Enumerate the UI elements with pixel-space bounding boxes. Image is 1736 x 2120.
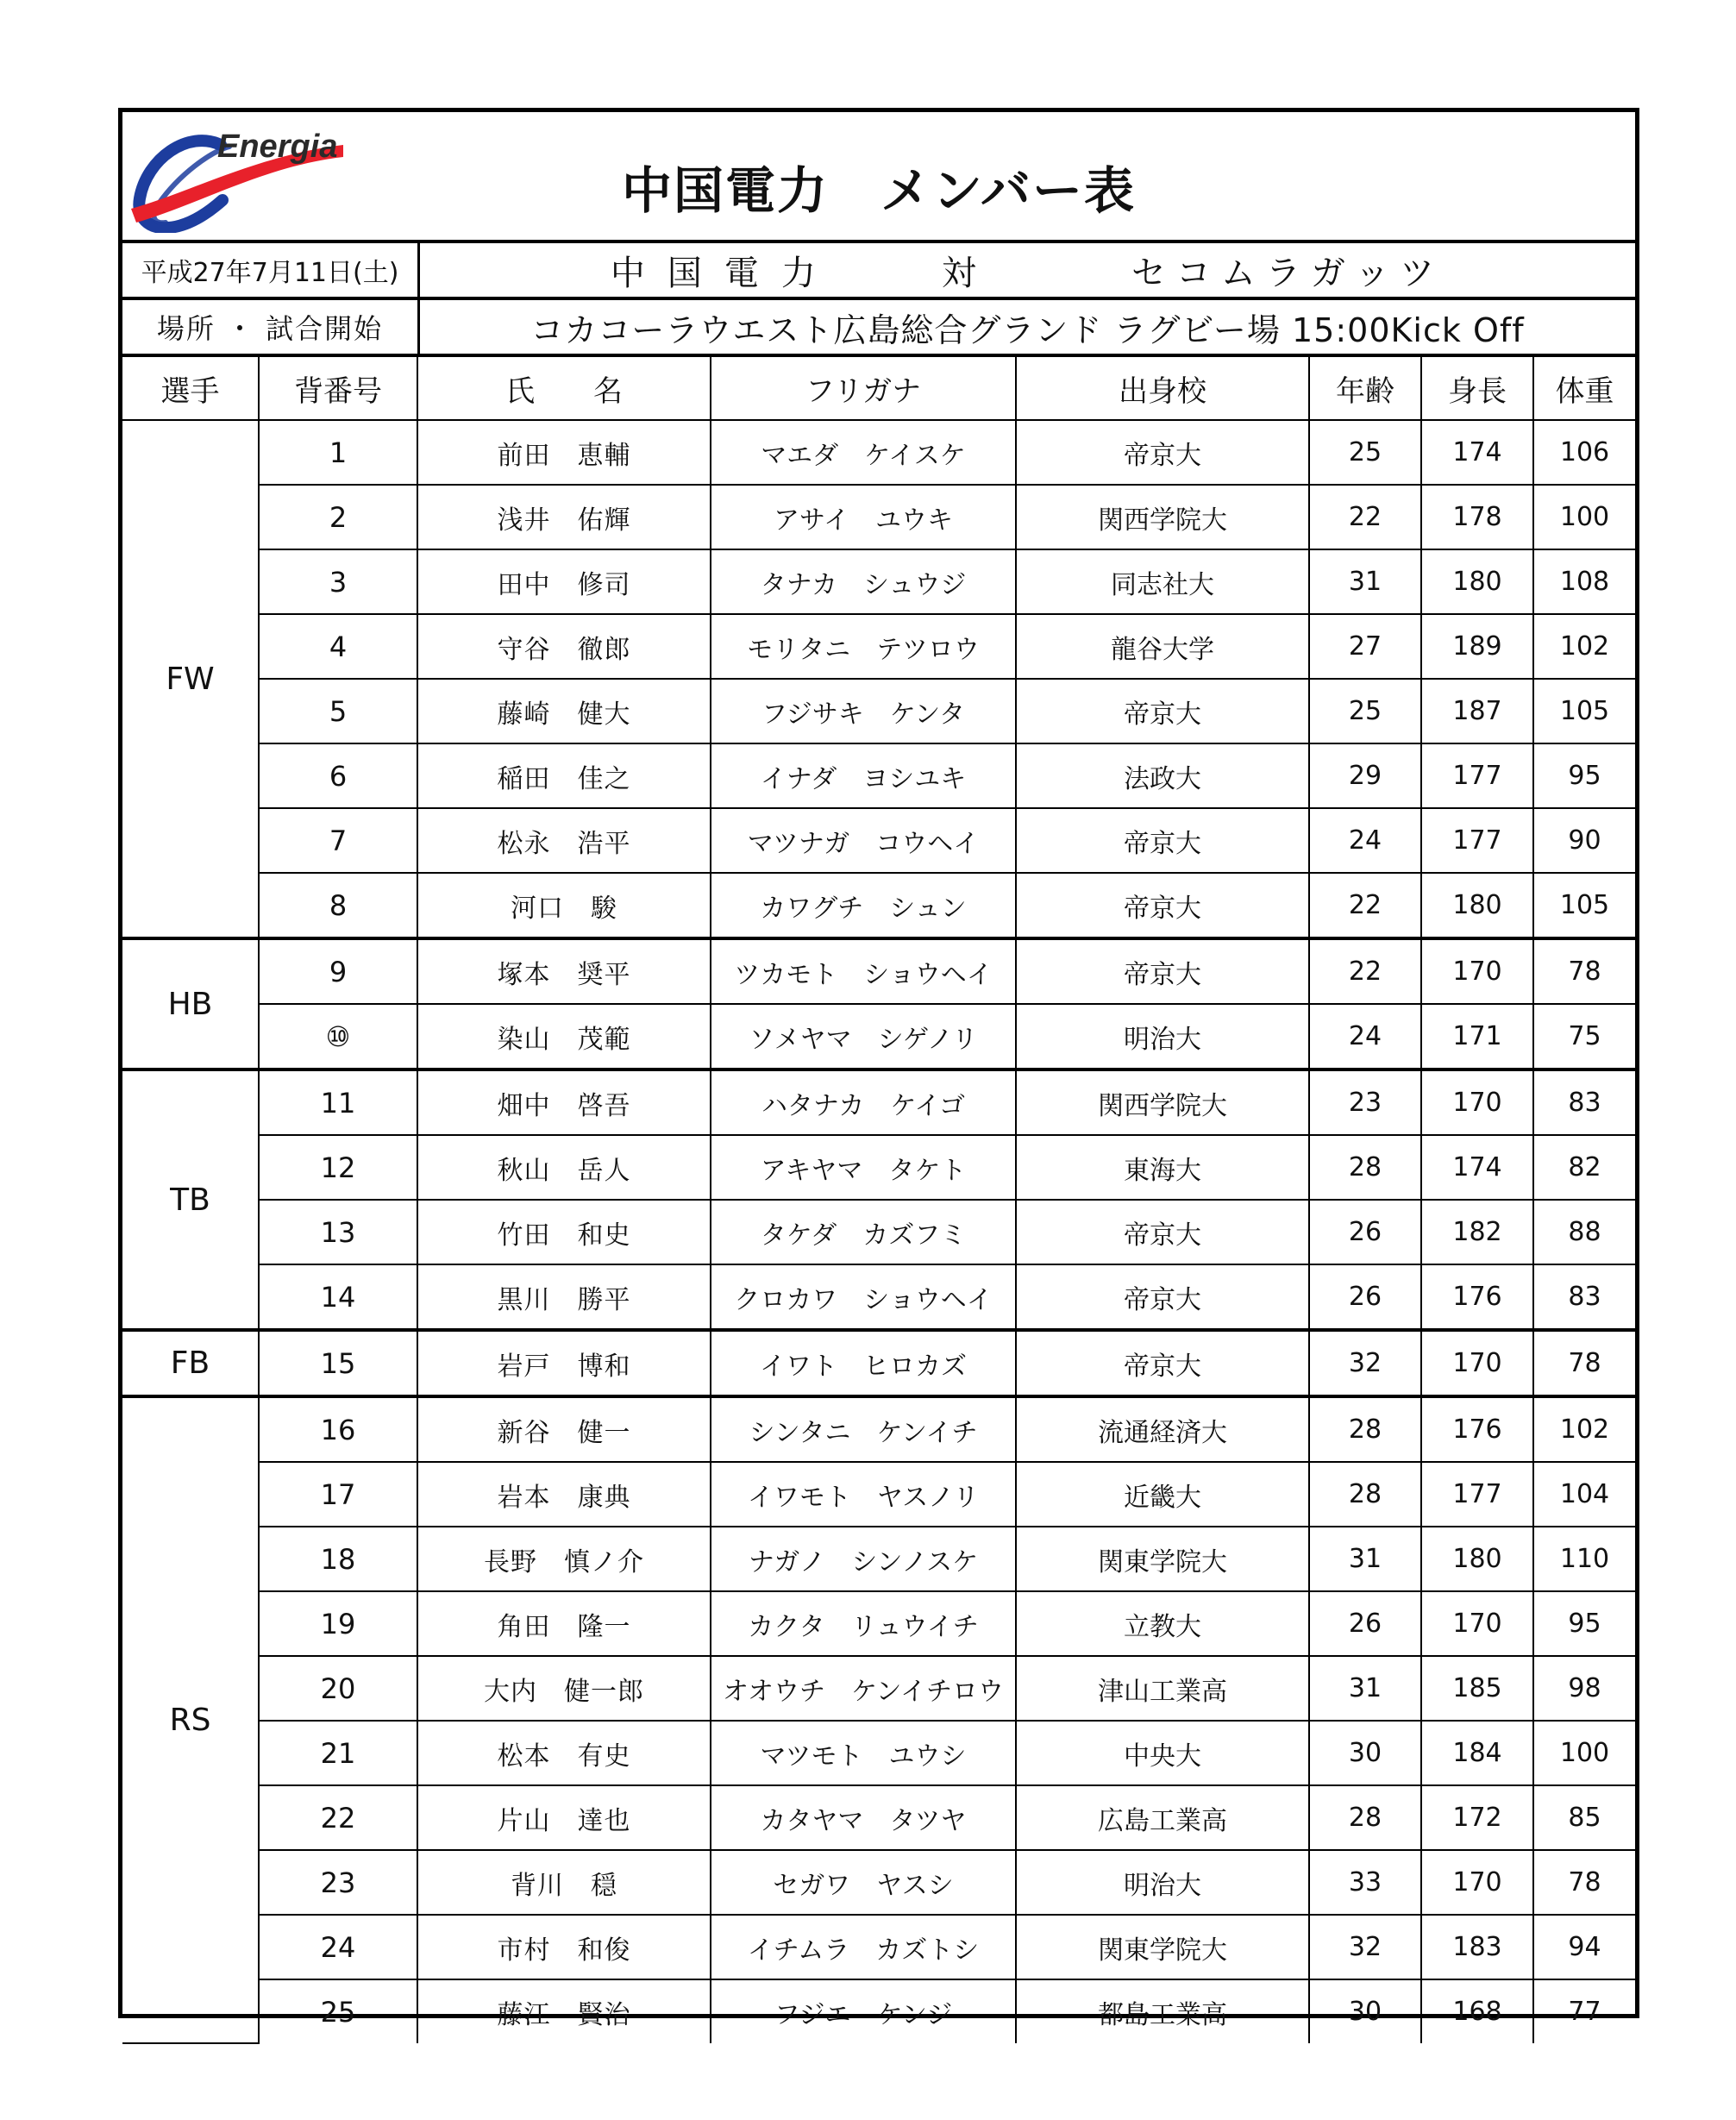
table-row (122, 1330, 1635, 1396)
player-age: 24 (1309, 1004, 1421, 1069)
player-kana: マツモト ユウシ (711, 1721, 1016, 1785)
player-school: 流通経済大 (1016, 1396, 1309, 1462)
player-kana: カワグチ シュン (711, 873, 1016, 938)
player-school: 帝京大 (1016, 1200, 1309, 1264)
player-weight: 100 (1533, 485, 1635, 549)
player-name: 守谷 徹郎 (417, 614, 711, 679)
venue-label: 場所 ・ 試合開始 (122, 300, 420, 354)
table-row (122, 1785, 1635, 1850)
player-height: 176 (1421, 1264, 1533, 1330)
player-kana: フジエ ケンジ (711, 1979, 1016, 2043)
player-age: 32 (1309, 1330, 1421, 1396)
home-team: 中国電力 (610, 253, 838, 293)
table-row (122, 1656, 1635, 1721)
player-weight: 105 (1533, 873, 1635, 938)
table-row (122, 1979, 1635, 2043)
player-height: 184 (1421, 1721, 1533, 1785)
player-age: 26 (1309, 1200, 1421, 1264)
player-kana: マツナガ コウヘイ (711, 808, 1016, 873)
player-age: 28 (1309, 1785, 1421, 1850)
player-weight: 83 (1533, 1069, 1635, 1135)
player-school: 津山工業高 (1016, 1656, 1309, 1721)
table-row (122, 873, 1635, 938)
position-group-tb: TB (122, 1069, 259, 1330)
player-name: 畑中 啓吾 (417, 1069, 711, 1135)
player-school: 帝京大 (1016, 1264, 1309, 1330)
player-name: 黒川 勝平 (417, 1264, 711, 1330)
player-number: 11 (259, 1069, 417, 1135)
player-school: 広島工業高 (1016, 1785, 1309, 1850)
player-age: 30 (1309, 1979, 1421, 2043)
column-header-row (122, 357, 1635, 420)
player-kana: セガワ ヤスシ (711, 1850, 1016, 1915)
player-kana: ツカモト ショウヘイ (711, 938, 1016, 1004)
col-header-name: 氏 名 (417, 357, 711, 420)
player-height: 189 (1421, 614, 1533, 679)
player-school: 関西学院大 (1016, 485, 1309, 549)
player-weight: 108 (1533, 549, 1635, 614)
player-number: 18 (259, 1527, 417, 1591)
venue-row (122, 300, 1635, 357)
player-kana: フジサキ ケンタ (711, 679, 1016, 743)
position-group-fw: FW (122, 420, 259, 938)
player-weight: 78 (1533, 1850, 1635, 1915)
player-age: 29 (1309, 743, 1421, 808)
player-school: 関西学院大 (1016, 1069, 1309, 1135)
position-group-rs: RS (122, 1396, 259, 2043)
player-number: 6 (259, 743, 417, 808)
player-height: 177 (1421, 1462, 1533, 1527)
player-name: 田中 修司 (417, 549, 711, 614)
player-age: 23 (1309, 1069, 1421, 1135)
player-school: 龍谷大学 (1016, 614, 1309, 679)
player-height: 174 (1421, 1135, 1533, 1200)
player-school: 帝京大 (1016, 420, 1309, 485)
player-number: 13 (259, 1200, 417, 1264)
player-school: 明治大 (1016, 1850, 1309, 1915)
player-number: 4 (259, 614, 417, 679)
player-number: 16 (259, 1396, 417, 1462)
player-weight: 77 (1533, 1979, 1635, 2043)
player-name: 藤崎 健大 (417, 679, 711, 743)
player-number: 2 (259, 485, 417, 549)
player-weight: 90 (1533, 808, 1635, 873)
player-kana: シンタニ ケンイチ (711, 1396, 1016, 1462)
player-age: 28 (1309, 1396, 1421, 1462)
col-header-height: 身長 (1421, 357, 1533, 420)
table-row (122, 420, 1635, 485)
player-kana: モリタニ テツロウ (711, 614, 1016, 679)
player-age: 28 (1309, 1462, 1421, 1527)
player-number: 8 (259, 873, 417, 938)
table-row (122, 1591, 1635, 1656)
player-school: 帝京大 (1016, 873, 1309, 938)
table-row (122, 1264, 1635, 1330)
player-age: 26 (1309, 1591, 1421, 1656)
player-name: 藤江 賢治 (417, 1979, 711, 2043)
player-name: 片山 達也 (417, 1785, 711, 1850)
player-weight: 83 (1533, 1264, 1635, 1330)
table-row (122, 485, 1635, 549)
player-age: 22 (1309, 873, 1421, 938)
table-row (122, 1135, 1635, 1200)
player-kana: ソメヤマ シゲノリ (711, 1004, 1016, 1069)
player-school: 同志社大 (1016, 549, 1309, 614)
player-kana: ナガノ シンノスケ (711, 1527, 1016, 1591)
player-kana: オオウチ ケンイチロウ (711, 1656, 1016, 1721)
player-number: 1 (259, 420, 417, 485)
player-weight: 88 (1533, 1200, 1635, 1264)
player-school: 東海大 (1016, 1135, 1309, 1200)
player-kana: アキヤマ タケト (711, 1135, 1016, 1200)
logo-text: Energia (217, 129, 338, 165)
player-height: 170 (1421, 1330, 1533, 1396)
table-row (122, 1200, 1635, 1264)
player-height: 174 (1421, 420, 1533, 485)
player-school: 中央大 (1016, 1721, 1309, 1785)
player-age: 33 (1309, 1850, 1421, 1915)
roster-table (122, 357, 1635, 2044)
player-kana: イチムラ カズトシ (711, 1915, 1016, 1979)
table-row (122, 743, 1635, 808)
player-kana: イワト ヒロカズ (711, 1330, 1016, 1396)
player-name: 角田 隆一 (417, 1591, 711, 1656)
position-group-fb: FB (122, 1330, 259, 1396)
player-number: 5 (259, 679, 417, 743)
roster-table-wrapper (122, 357, 1635, 2044)
table-row (122, 549, 1635, 614)
player-number: 14 (259, 1264, 417, 1330)
table-row (122, 938, 1635, 1004)
player-height: 176 (1421, 1396, 1533, 1462)
player-age: 28 (1309, 1135, 1421, 1200)
player-weight: 106 (1533, 420, 1635, 485)
player-kana: タナカ シュウジ (711, 549, 1016, 614)
player-height: 182 (1421, 1200, 1533, 1264)
player-weight: 110 (1533, 1527, 1635, 1591)
player-height: 171 (1421, 1004, 1533, 1069)
table-row (122, 1396, 1635, 1462)
player-kana: カタヤマ タツヤ (711, 1785, 1016, 1850)
player-number: 19 (259, 1591, 417, 1656)
player-number: 17 (259, 1462, 417, 1527)
away-team: セコムラガッツ (1131, 253, 1445, 293)
player-weight: 95 (1533, 743, 1635, 808)
player-school: 帝京大 (1016, 1330, 1309, 1396)
player-kana: クロカワ ショウヘイ (711, 1264, 1016, 1330)
player-height: 183 (1421, 1915, 1533, 1979)
col-header-school: 出身校 (1016, 357, 1309, 420)
player-name: 新谷 健一 (417, 1396, 711, 1462)
player-school: 都島工業高 (1016, 1979, 1309, 2043)
col-header-age: 年齢 (1309, 357, 1421, 420)
table-row (122, 1850, 1635, 1915)
table-row (122, 1004, 1635, 1069)
player-height: 178 (1421, 485, 1533, 549)
player-height: 180 (1421, 1527, 1533, 1591)
player-weight: 104 (1533, 1462, 1635, 1527)
col-header-position: 選手 (122, 357, 259, 420)
player-age: 25 (1309, 679, 1421, 743)
player-name: 浅井 佑輝 (417, 485, 711, 549)
player-height: 177 (1421, 743, 1533, 808)
player-weight: 95 (1533, 1591, 1635, 1656)
player-name: 松本 有史 (417, 1721, 711, 1785)
player-height: 170 (1421, 938, 1533, 1004)
player-height: 170 (1421, 1850, 1533, 1915)
player-weight: 98 (1533, 1656, 1635, 1721)
player-age: 31 (1309, 1527, 1421, 1591)
player-age: 30 (1309, 1721, 1421, 1785)
player-height: 180 (1421, 549, 1533, 614)
player-weight: 82 (1533, 1135, 1635, 1200)
player-school: 関東学院大 (1016, 1527, 1309, 1591)
position-group-hb: HB (122, 938, 259, 1069)
player-kana: タケダ カズフミ (711, 1200, 1016, 1264)
player-number: ⑩ (259, 1004, 417, 1069)
player-name: 染山 茂範 (417, 1004, 711, 1069)
player-number: 25 (259, 1979, 417, 2043)
player-name: 稲田 佳之 (417, 743, 711, 808)
player-name: 大内 健一郎 (417, 1656, 711, 1721)
page-title: 中国電力 メンバー表 (622, 161, 1136, 220)
player-kana: イナダ ヨシユキ (711, 743, 1016, 808)
player-height: 177 (1421, 808, 1533, 873)
player-height: 172 (1421, 1785, 1533, 1850)
player-kana: アサイ ユウキ (711, 485, 1016, 549)
player-school: 帝京大 (1016, 679, 1309, 743)
player-age: 27 (1309, 614, 1421, 679)
player-weight: 78 (1533, 938, 1635, 1004)
player-name: 塚本 奨平 (417, 938, 711, 1004)
player-name: 背川 穏 (417, 1850, 711, 1915)
player-age: 26 (1309, 1264, 1421, 1330)
match-date: 平成27年7月11日(土) (122, 243, 420, 297)
player-weight: 102 (1533, 614, 1635, 679)
table-row (122, 1721, 1635, 1785)
player-number: 23 (259, 1850, 417, 1915)
player-kana: マエダ ケイスケ (711, 420, 1016, 485)
table-row (122, 1915, 1635, 1979)
player-height: 170 (1421, 1591, 1533, 1656)
player-height: 168 (1421, 1979, 1533, 2043)
table-row (122, 1462, 1635, 1527)
matchup (420, 243, 1635, 297)
player-kana: カクタ リュウイチ (711, 1591, 1016, 1656)
player-school: 明治大 (1016, 1004, 1309, 1069)
player-name: 岩戸 博和 (417, 1330, 711, 1396)
player-number: 20 (259, 1656, 417, 1721)
player-age: 32 (1309, 1915, 1421, 1979)
player-height: 170 (1421, 1069, 1533, 1135)
member-sheet (118, 108, 1639, 2030)
table-row (122, 679, 1635, 743)
player-number: 9 (259, 938, 417, 1004)
player-number: 15 (259, 1330, 417, 1396)
player-name: 竹田 和史 (417, 1200, 711, 1264)
player-school: 立教大 (1016, 1591, 1309, 1656)
player-name: 松永 浩平 (417, 808, 711, 873)
player-kana: イワモト ヤスノリ (711, 1462, 1016, 1527)
player-weight: 105 (1533, 679, 1635, 743)
title-row (122, 112, 1635, 243)
player-height: 187 (1421, 679, 1533, 743)
player-age: 25 (1309, 420, 1421, 485)
player-weight: 102 (1533, 1396, 1635, 1462)
player-name: 秋山 岳人 (417, 1135, 711, 1200)
player-age: 22 (1309, 938, 1421, 1004)
player-height: 185 (1421, 1656, 1533, 1721)
player-age: 24 (1309, 808, 1421, 873)
player-kana: ハタナカ ケイゴ (711, 1069, 1016, 1135)
match-row (122, 243, 1635, 300)
table-row (122, 1527, 1635, 1591)
player-age: 22 (1309, 485, 1421, 549)
player-age: 31 (1309, 1656, 1421, 1721)
venue-and-kickoff: コカコーラウエスト広島総合グランド ラグビー場 15:00Kick Off (530, 310, 1525, 349)
player-name: 長野 慎ノ介 (417, 1527, 711, 1591)
player-number: 3 (259, 549, 417, 614)
player-school: 関東学院大 (1016, 1915, 1309, 1979)
player-number: 22 (259, 1785, 417, 1850)
table-row (122, 1069, 1635, 1135)
player-weight: 94 (1533, 1915, 1635, 1979)
player-number: 12 (259, 1135, 417, 1200)
player-weight: 75 (1533, 1004, 1635, 1069)
player-weight: 85 (1533, 1785, 1635, 1850)
player-school: 帝京大 (1016, 808, 1309, 873)
roster-body (122, 420, 1635, 2043)
versus-label: 対 (941, 253, 976, 293)
player-name: 岩本 康典 (417, 1462, 711, 1527)
col-header-weight: 体重 (1533, 357, 1635, 420)
player-school: 近畿大 (1016, 1462, 1309, 1527)
player-name: 河口 駿 (417, 873, 711, 938)
player-name: 前田 恵輔 (417, 420, 711, 485)
player-age: 31 (1309, 549, 1421, 614)
col-header-kana: フリガナ (711, 357, 1016, 420)
player-number: 21 (259, 1721, 417, 1785)
player-school: 帝京大 (1016, 938, 1309, 1004)
player-number: 7 (259, 808, 417, 873)
player-weight: 100 (1533, 1721, 1635, 1785)
player-number: 24 (259, 1915, 417, 1979)
player-height: 180 (1421, 873, 1533, 938)
col-header-number: 背番号 (259, 357, 417, 420)
table-row (122, 808, 1635, 873)
player-school: 法政大 (1016, 743, 1309, 808)
player-name: 市村 和俊 (417, 1915, 711, 1979)
table-row (122, 614, 1635, 679)
player-weight: 78 (1533, 1330, 1635, 1396)
